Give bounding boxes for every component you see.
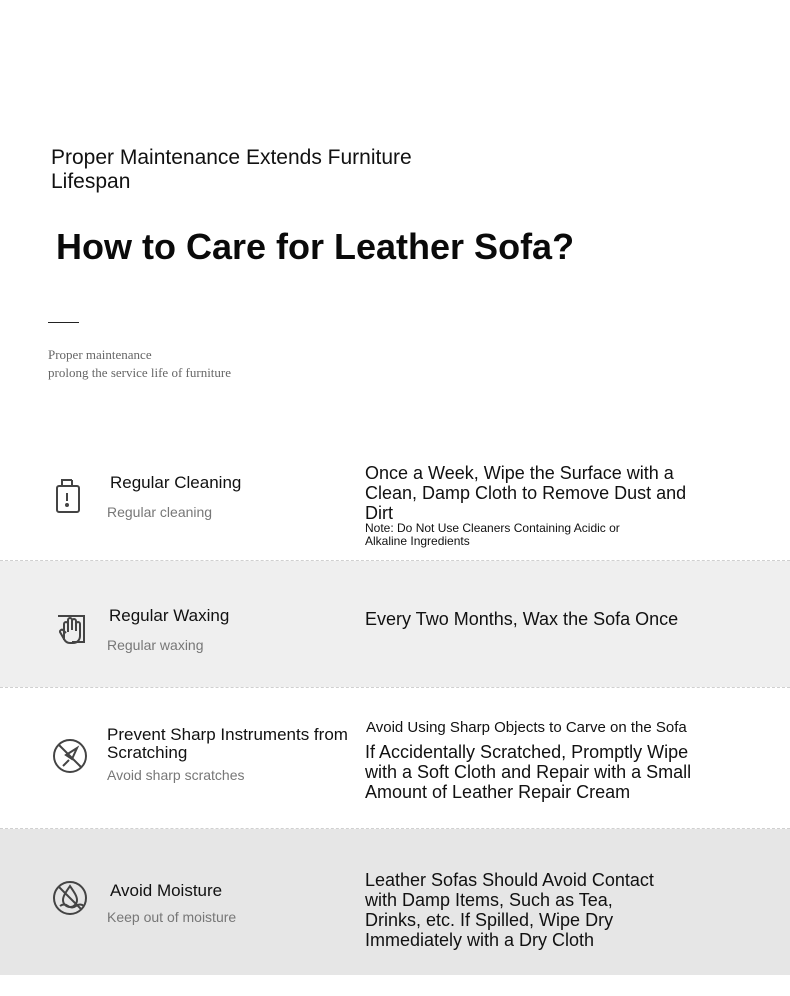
intro-line-2: prolong the service life of furniture	[48, 365, 232, 380]
care-item-moisture	[0, 829, 790, 975]
care-item-cleaning	[0, 445, 790, 560]
page-title: How to Care for Leather Sofa?	[56, 226, 575, 267]
care-item-note: Avoid Using Sharp Objects to Carve on the Sofa	[366, 719, 687, 736]
care-item-sublabel: Avoid sharp scratches	[107, 767, 245, 783]
spray-bottle-icon	[50, 476, 86, 516]
care-item-description: Leather Sofas Should Avoid Contact with Damp Items, Such as Tea, Drinks, etc. If Spilled, Wipe Dry Immediately with a Dry Cloth	[365, 870, 654, 950]
care-item-sublabel: Regular cleaning	[107, 504, 213, 520]
care-item-waxing	[0, 561, 790, 687]
page-subtitle: Proper Maintenance Extends Furniture Lifespan	[51, 146, 412, 193]
care-item-description: Every Two Months, Wax the Sofa Once	[365, 609, 679, 629]
care-item-label: Avoid Moisture	[110, 881, 223, 900]
care-item-sharp-objects	[0, 688, 790, 828]
title-divider	[48, 322, 79, 323]
care-item-note: Note: Do Not Use Cleaners Containing Acidic or Alkaline Ingredients	[365, 521, 620, 548]
hand-wipe-icon	[52, 608, 88, 648]
care-item-description: If Accidentally Scratched, Promptly Wipe with a Soft Cloth and Repair with a Small Amount of Leather Repair Cream	[365, 742, 692, 802]
intro-text	[48, 346, 308, 382]
care-item-sublabel: Keep out of moisture	[107, 909, 237, 925]
care-item-sublabel: Regular waxing	[107, 637, 204, 653]
no-moisture-icon	[52, 878, 88, 918]
no-sharp-objects-icon	[52, 736, 88, 776]
care-item-label: Regular Waxing	[109, 606, 230, 625]
care-item-label: Regular Cleaning	[110, 473, 242, 492]
care-item-description: Once a Week, Wipe the Surface with a Clean, Damp Cloth to Remove Dust and Dirt	[365, 463, 687, 523]
intro-line-1: Proper maintenance	[48, 347, 152, 362]
care-item-label: Prevent Sharp Instruments from Scratching	[107, 725, 348, 762]
